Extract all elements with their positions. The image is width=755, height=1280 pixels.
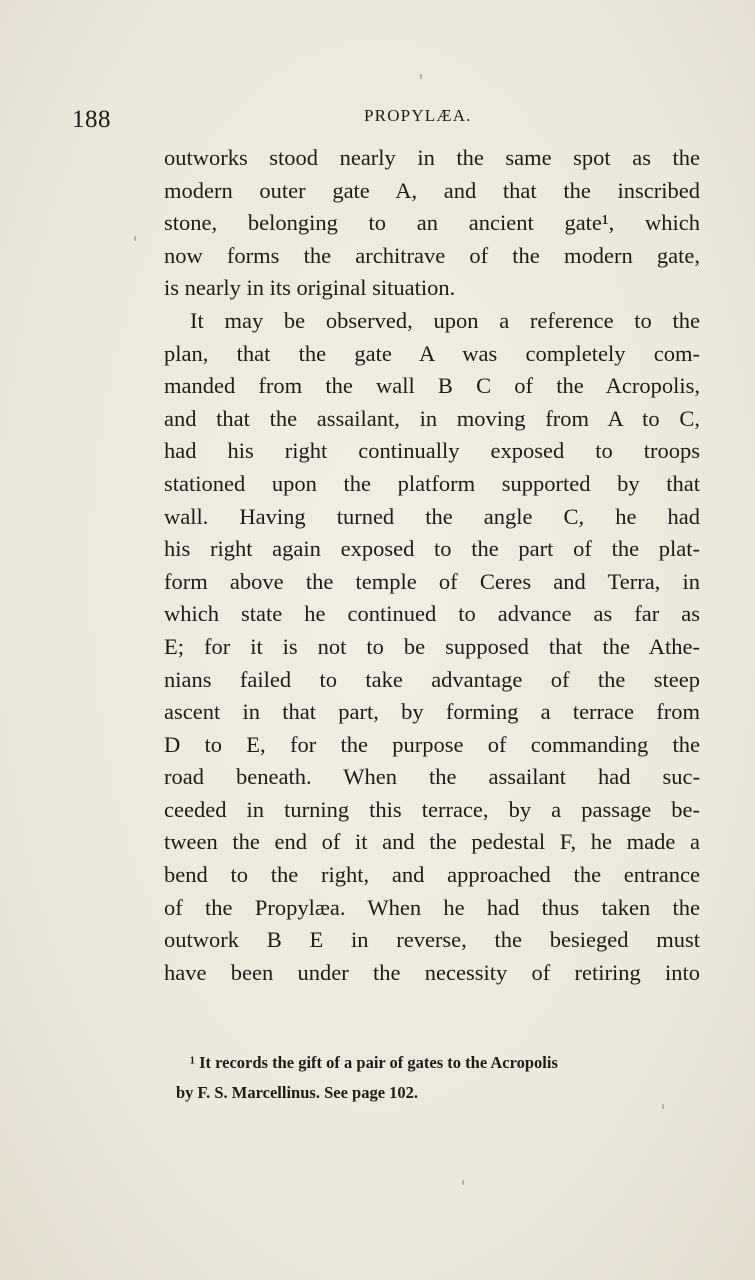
body-line: modern outer gate A, and that the inscribed <box>164 177 700 203</box>
page-number: 188 <box>72 106 111 133</box>
body-line: wall. Having turned the angle C, he had <box>164 503 700 529</box>
body-line: E; for it is not to be supposed that the Athe- <box>164 633 700 659</box>
paper-speck <box>134 236 136 241</box>
body-line: stationed upon the platform supported by that <box>164 470 700 496</box>
body-line: plan, that the gate A was completely com- <box>164 340 700 366</box>
body-line: stone, belonging to an ancient gate¹, which <box>164 210 700 236</box>
body-line: and that the assailant, in moving from A to C, <box>164 405 700 431</box>
footnote <box>176 1048 704 1108</box>
body-line: ascent in that part, by forming a terrace from <box>164 699 700 725</box>
paper-speck <box>662 1104 664 1109</box>
body-line: had his right continually exposed to troops <box>164 438 700 464</box>
body-line: nians failed to take advantage of the steep <box>164 666 700 692</box>
footnote-line: by F. S. Marcellinus. See page 102. <box>176 1083 419 1102</box>
body-line: form above the temple of Ceres and Terra, in <box>164 568 700 594</box>
body-line: his right again exposed to the part of the plat- <box>164 536 700 562</box>
paper-speck <box>420 74 422 79</box>
body-line: of the Propylæa. When he had thus taken the <box>164 894 700 920</box>
running-head <box>72 102 712 142</box>
running-title: PROPYLÆA. <box>364 106 472 125</box>
body-line: D to E, for the purpose of commanding the <box>164 731 700 757</box>
body-line: is nearly in its original situation. <box>164 275 456 301</box>
footnote-line: ¹ It records the gift of a pair of gates to the Acropolis <box>190 1053 558 1072</box>
body-line: which state he continued to advance as far as <box>164 601 700 627</box>
body-line: tween the end of it and the pedestal F, he made a <box>164 829 700 855</box>
body-line: outwork B E in reverse, the besieged must <box>164 927 700 953</box>
body-line: outworks stood nearly in the same spot as the <box>164 145 700 170</box>
body-line: have been under the necessity of retiring into <box>164 959 700 985</box>
paper-speck <box>462 1180 464 1185</box>
body-line: manded from the wall B C of the Acropolis, <box>164 373 700 399</box>
body-line: ceeded in turning this terrace, by a passage be- <box>164 796 700 822</box>
body-line: now forms the architrave of the modern gate, <box>164 242 700 268</box>
body-line: It may be observed, upon a reference to the <box>190 307 700 333</box>
body-line: road beneath. When the assailant had suc- <box>164 764 700 790</box>
body-line: bend to the right, and approached the entrance <box>164 862 700 888</box>
body-text <box>164 142 700 989</box>
